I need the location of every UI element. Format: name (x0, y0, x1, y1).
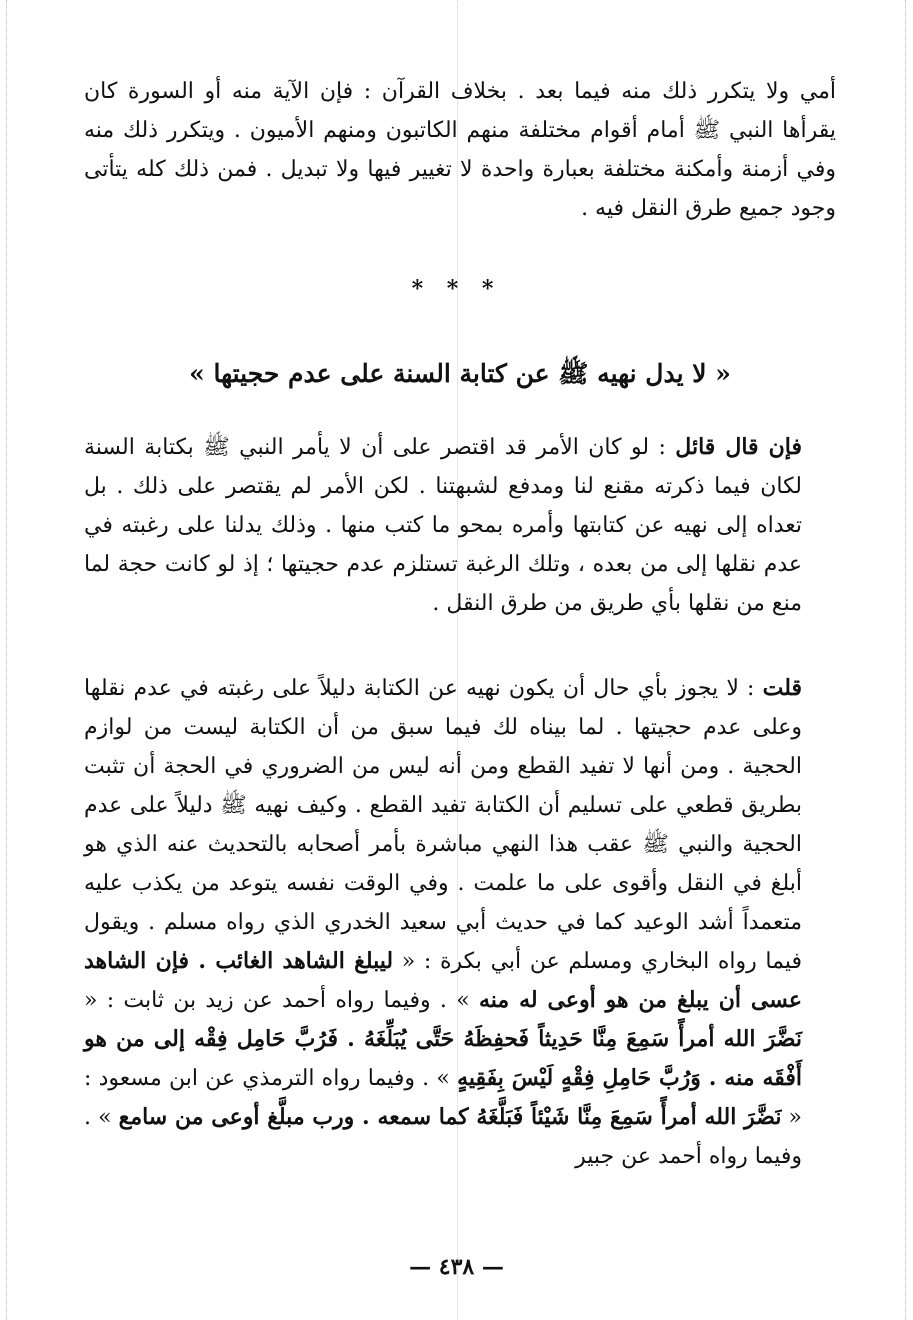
reply-text-1: : لا يجوز بأي حال أن يكون نهيه عن الكتابة دليلاً على رغبته في عدم نقلها وعلى عدم حجيتها . لما بيناه لك فيما سبق من أن الكتابة ليست من لوازم الحجية . ومن أنها لا تفيد القطع ومن أنه ليس من الضروري في الحجة أن تثبت بطريق قطعي على تسليم أن الكتابة تفيد القطع . وكيف نهيه ﷺ دليلاً على عدم الحجية والنبي ﷺ عقب هذا النهي مباشرة بأمر أصحابه بالتحديث عنه الذي هو أبلغ في النقل وأقوى على ما علمت . وفي الوقت نفسه يتوعد من يكذب عليه متعمداً أشد الوعيد كما في حديث أبي سعيد الخدري الذي رواه مسلم . ويقول فيما رواه البخاري ومسلم عن أبي بكرة : « (84, 676, 803, 974)
objection-lead: فإن قال قائل (675, 434, 802, 460)
objection-paragraph (84, 428, 836, 623)
reply-paragraph (84, 669, 836, 1176)
hadith-quote-1: ليبلغ الشاهد الغائب . فإن الشاهد عسى أن يبلغ من هو أوعى له منه (84, 948, 802, 1013)
page-number: — ٤٣٨ — (409, 1254, 504, 1280)
reply-text-4: » . وفيما رواه أحمد عن جبير (84, 1105, 802, 1169)
reply-text-2: » . وفيما رواه أحمد عن زيد بن ثابت : « (84, 988, 479, 1013)
hadith-quote-3: نَضَّرَ الله أمرأً سَمِعَ مِنَّا شَيْئاً فَبَلَّغَهُ كما سمعه . ورب مبلَّغ أوعى من سامع (118, 1104, 782, 1130)
reply-text-3: » . وفيما رواه الترمذي عن ابن مسعود : « (84, 1066, 802, 1130)
section-heading: « لا يدل نهيه ﷺ عن كتابة السنة على عدم حجيتها » (189, 359, 731, 388)
scan-guide-left (6, 0, 7, 1320)
hadith-quote-2: نَضَّرَ الله أمرأً سَمِعَ مِنَّا حَدِيثاً فَحفِظَهُ حَتَّى يُبَلِّغَهُ . فَرُبَّ حَامِل فِقْه إلى من هو أَفْقَه منه . وَرُبَّ حَامِلِ فِقْهٍ لَيْسَ بِفَقِيهٍ (84, 1026, 802, 1091)
objection-text: : لو كان الأمر قد اقتصر على أن لا يأمر النبي ﷺ بكتابة السنة لكان فيما ذكرته مقنع لنا ومدفع لشبهتنا . لكن الأمر لم يقتصر على ذلك . بل تعداه إلى نهيه عن كتابتها وأمره بمحو ما كتب منها . وذلك يدلنا على رغبته في عدم نقلها إلى من بعده ، وتلك الرغبة تستلزم عدم حجيتها ؛ إذ لو كانت حجة لما منع من نقلها بأي طريق من طرق النقل . (84, 435, 802, 616)
intro-paragraph (84, 72, 836, 228)
reply-lead: قلت (762, 675, 802, 701)
section-divider: * * * (411, 276, 502, 302)
scan-guide-right (905, 0, 906, 1320)
intro-text: أمي ولا يتكرر ذلك منه فيما بعد . بخلاف القرآن : فإن الآية منه أو السورة كان يقرأها النبي ﷺ أمام أقوام مختلفة منهم الكاتبون ومنهم الأميون . ويتكرر ذلك منه وفي أزمنة وأمكنة مختلفة بعبارة واحدة لا تغيير فيها ولا تبديل . فمن ذلك كله يتأتى وجود جميع طرق النقل فيه . (84, 79, 836, 221)
